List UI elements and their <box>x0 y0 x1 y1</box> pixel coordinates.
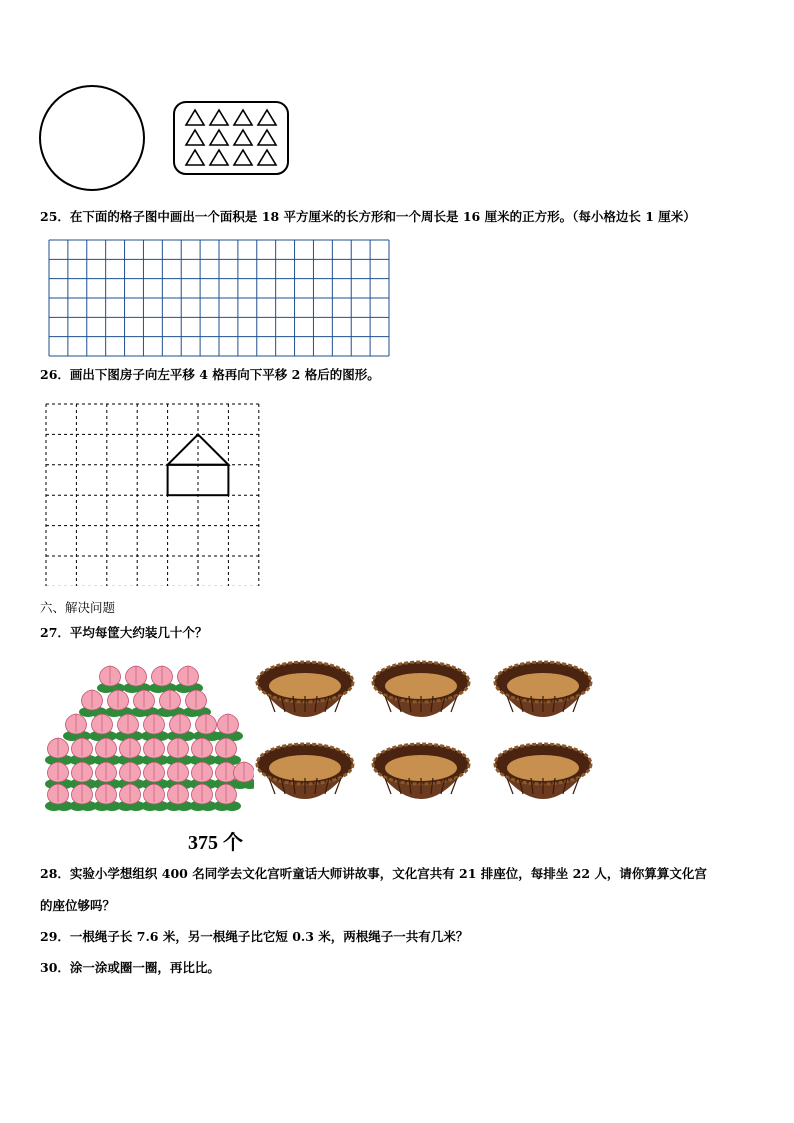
peach-icon <box>157 690 185 717</box>
triangle-icon <box>210 110 228 125</box>
circle-figure <box>36 84 148 192</box>
triangle-icon <box>210 130 228 145</box>
peach-icon <box>69 738 97 765</box>
question-27: 27．平均每筐大约装几十个？ <box>40 625 208 640</box>
basket-icon <box>257 744 353 799</box>
question-29: 29．一根绳子长 7.6 米，另一根绳子比它短 0.3 米，两根绳子一共有几米？ <box>40 929 469 944</box>
peach-icon <box>141 738 169 765</box>
question-26: 26．画出下图房子向左平移 4 格再向下平移 2 格后的图形。 <box>40 367 380 382</box>
peach-count-label: 375 个 <box>188 832 243 854</box>
peach-icon <box>123 666 151 693</box>
peach-icon <box>215 714 243 741</box>
basket-icon <box>257 662 353 717</box>
triangle-icon <box>234 110 252 125</box>
basket-icon <box>373 744 469 799</box>
triangle-icon <box>258 110 276 125</box>
section-heading: 六、解决问题 <box>40 600 116 615</box>
peach-icon <box>213 738 241 765</box>
triangle-icon <box>258 130 276 145</box>
question-28-line-1: 28．实验小学想组织 400 名同学去文化宫听童话大师讲故事，文化宫共有 21 排座位，每排坐 22 人，请你算算文化宫 <box>40 866 707 881</box>
triangle-box-figure <box>172 100 290 176</box>
question-25: 25．在下面的格子图中画出一个面积是 18 平方厘米的长方形和一个周长是 16 厘米的正方形。（每小格边长 1 厘米） <box>40 209 696 224</box>
house-shape <box>168 434 229 495</box>
peach-icon <box>79 690 107 717</box>
baskets-image <box>255 654 600 820</box>
peach-pile-image <box>44 650 254 818</box>
peach-icon <box>183 690 211 717</box>
basket-icon <box>495 662 591 717</box>
triangle-icon <box>234 130 252 145</box>
triangle-icon <box>258 150 276 165</box>
question-28-line-2: 的座位够吗？ <box>40 898 116 913</box>
basket-icon <box>495 744 591 799</box>
triangle-icon <box>210 150 228 165</box>
basket-icon <box>373 662 469 717</box>
triangle-icon <box>186 150 204 165</box>
peach-icon <box>175 666 203 693</box>
triangle-icon <box>186 110 204 125</box>
peach-icon <box>117 738 145 765</box>
triangle-icon <box>186 130 204 145</box>
square-grid[interactable] <box>47 238 391 358</box>
peach-icon <box>63 714 91 741</box>
peach-icon <box>141 714 169 741</box>
triangle-icon <box>234 150 252 165</box>
peach-icon <box>89 714 117 741</box>
peach-icon <box>149 666 177 693</box>
peach-icon <box>115 714 143 741</box>
question-30: 30．涂一涂或圈一圈，再比比。 <box>40 960 220 975</box>
peach-icon <box>45 738 73 765</box>
peach-icon <box>131 690 159 717</box>
peach-icon <box>93 738 121 765</box>
peach-icon <box>105 690 133 717</box>
peach-icon <box>189 738 217 765</box>
peach-icon <box>97 666 125 693</box>
peach-icon <box>167 714 195 741</box>
dashed-grid[interactable] <box>44 402 260 586</box>
peach-icon <box>165 738 193 765</box>
